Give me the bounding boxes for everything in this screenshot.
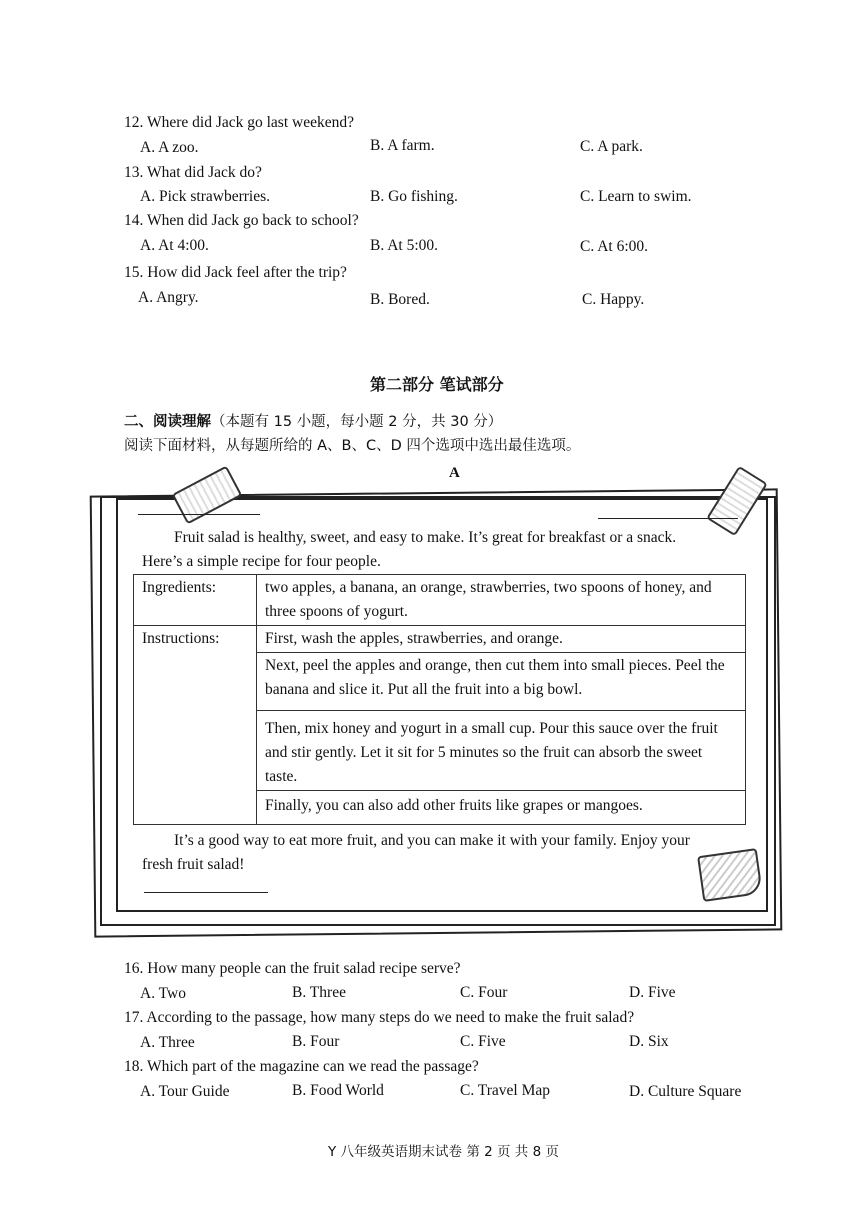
instruction-step-4: Finally, you can also add other fruits like grapes or mangoes. xyxy=(257,791,746,825)
passage-outro-line-2: fresh fruit salad! xyxy=(142,856,245,873)
question-17-option-d[interactable]: D. Six xyxy=(629,1033,669,1050)
question-13-option-a[interactable]: A. Pick strawberries. xyxy=(140,188,270,205)
passage-intro-line-2: Here’s a simple recipe for four people. xyxy=(142,553,381,570)
ingredients-text: two apples, a banana, an orange, strawberries, two spoons of honey, and three spoons of yogurt. xyxy=(257,575,746,626)
question-17-stem: 17. According to the passage, how many steps do we need to make the fruit salad? xyxy=(124,1009,635,1026)
question-15-option-b[interactable]: B. Bored. xyxy=(370,291,430,308)
question-17-option-c[interactable]: C. Five xyxy=(460,1033,506,1050)
question-14-option-a[interactable]: A. At 4:00. xyxy=(140,237,209,254)
question-16-option-d[interactable]: D. Five xyxy=(629,984,676,1001)
question-16-stem: 16. How many people can the fruit salad recipe serve? xyxy=(124,960,461,977)
question-14-option-c[interactable]: C. At 6:00. xyxy=(580,238,649,255)
ingredients-row xyxy=(134,575,746,626)
question-18-option-b[interactable]: B. Food World xyxy=(292,1082,384,1099)
passage-letter: A xyxy=(449,465,460,481)
passage-intro-line-1: Fruit salad is healthy, sweet, and easy to make. It’s great for breakfast or a snack. xyxy=(174,529,677,546)
top-left-rule xyxy=(138,514,260,515)
question-17-option-a[interactable]: A. Three xyxy=(140,1034,195,1051)
question-18-stem: 18. Which part of the magazine can we read the passage? xyxy=(124,1058,479,1075)
question-12-option-a[interactable]: A. A zoo. xyxy=(140,139,199,156)
question-18-option-a[interactable]: A. Tour Guide xyxy=(140,1083,230,1100)
top-right-rule xyxy=(598,518,738,519)
question-14-stem: 14. When did Jack go back to school? xyxy=(124,212,359,229)
part-two-title: 第二部分 笔试部分 xyxy=(370,375,504,394)
section-note: （本题有 15 小题，每小题 2 分，共 30 分） xyxy=(211,414,503,430)
question-15-option-a[interactable]: A. Angry. xyxy=(138,289,199,306)
question-15-stem: 15. How did Jack feel after the trip? xyxy=(124,264,347,281)
question-12-option-c[interactable]: C. A park. xyxy=(580,138,643,155)
page-footer: Y 八年级英语期末试卷 第 2 页 共 8 页 xyxy=(328,1144,559,1160)
question-12-stem: 12. Where did Jack go last weekend? xyxy=(124,114,354,131)
reading-instruction: 阅读下面材料，从每题所给的 A、B、C、D 四个选项中选出最佳选项。 xyxy=(124,438,581,454)
question-17-option-b[interactable]: B. Four xyxy=(292,1033,340,1050)
section-heading: 二、阅读理解 xyxy=(124,414,211,430)
ingredients-label: Ingredients: xyxy=(134,575,257,626)
instruction-step-3: Then, mix honey and yogurt in a small cup. Pour this sauce over the fruit and stir gently. Let it sit for 5 minutes so the fruit can absorb the sweet taste. xyxy=(257,711,746,791)
bottom-left-rule xyxy=(144,892,268,893)
instruction-step-1: First, wash the apples, strawberries, and orange. xyxy=(257,626,746,653)
question-18-option-c[interactable]: C. Travel Map xyxy=(460,1082,550,1099)
recipe-table xyxy=(133,574,746,825)
section-heading-line xyxy=(124,410,502,431)
passage-outro-line-1: It’s a good way to eat more fruit, and you can make it with your family. Enjoy your xyxy=(174,832,690,849)
question-14-option-b[interactable]: B. At 5:00. xyxy=(370,237,439,254)
question-12-option-b[interactable]: B. A farm. xyxy=(370,137,435,154)
question-13-stem: 13. What did Jack do? xyxy=(124,164,262,181)
instructions-label: Instructions: xyxy=(134,626,257,825)
question-13-option-c[interactable]: C. Learn to swim. xyxy=(580,188,692,205)
question-15-option-c[interactable]: C. Happy. xyxy=(582,291,645,308)
question-16-option-a[interactable]: A. Two xyxy=(140,985,186,1002)
instruction-step-2: Next, peel the apples and orange, then cut them into small pieces. Peel the banana and slice it. Put all the fruit into a big bowl. xyxy=(257,653,746,711)
question-18-option-d[interactable]: D. Culture Square xyxy=(629,1083,742,1100)
question-16-option-b[interactable]: B. Three xyxy=(292,984,346,1001)
question-13-option-b[interactable]: B. Go fishing. xyxy=(370,188,458,205)
instruction-step-row xyxy=(134,626,746,653)
question-16-option-c[interactable]: C. Four xyxy=(460,984,508,1001)
